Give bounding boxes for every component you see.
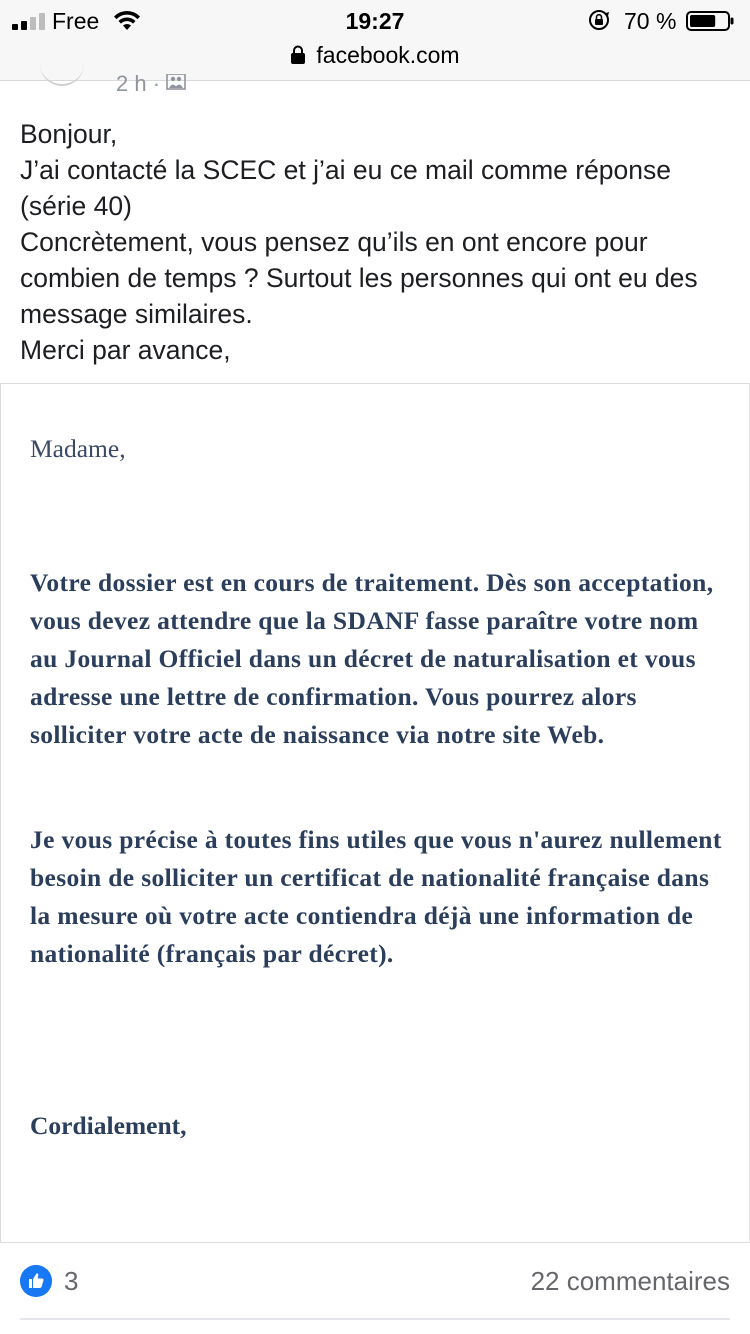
letter-paragraph-1: Votre dossier est en cours de traitement. Dès son acceptation, vous devez attendre que la SDANF fasse paraître votre nom au Journal Officiel dans un décret de naturalisation et vous adresse une lettre de confirmation. Vous pourrez alors solliciter votre acte de naissance via notre site Web. <box>30 568 714 749</box>
browser-top-bar <box>0 0 750 81</box>
carrier-name: Free <box>52 8 100 34</box>
letter-paragraph-2: Je vous précise à toutes fins utiles que vous n'aurez nullement besoin de solliciter un certificat de nationalité française dans la mesure où votre acte contiendra déjà une information de nationalité (français par décret). <box>30 825 722 968</box>
divider <box>20 1318 730 1320</box>
post-photo[interactable] <box>0 383 750 1243</box>
post-message <box>20 116 736 368</box>
url-text: facebook.com <box>316 42 460 68</box>
letter-salutation: Madame, <box>30 434 126 463</box>
author-avatar[interactable] <box>40 60 84 86</box>
status-time: 19:27 <box>345 8 405 34</box>
battery-icon <box>686 11 734 31</box>
like-count[interactable]: 3 <box>64 1266 79 1296</box>
like-reaction-icon[interactable] <box>20 1265 52 1297</box>
address-bar[interactable] <box>0 40 750 72</box>
post-line: Bonjour, <box>20 119 118 149</box>
letter-closing: Cordialement, <box>30 1111 187 1140</box>
orientation-lock-icon <box>588 9 610 31</box>
battery-percentage: 70 % <box>624 8 677 34</box>
post-timestamp[interactable]: 2 h · <box>116 74 161 94</box>
friends-audience-icon <box>166 74 186 90</box>
status-bar <box>0 0 750 40</box>
padlock-icon <box>290 45 306 65</box>
post-line: Merci par avance, <box>20 335 231 365</box>
reactions-bar <box>0 1243 750 1319</box>
post-line: J’ai contacté la SCEC et j’ai eu ce mail comme réponse (série 40) <box>20 155 672 221</box>
comments-count[interactable]: 22 commentaires <box>530 1266 730 1296</box>
post-line: Concrètement, vous pensez qu’ils en ont encore pour combien de temps ? Surtout les personnes qui ont eu des message similaires. <box>20 227 698 329</box>
post-meta <box>116 74 186 94</box>
